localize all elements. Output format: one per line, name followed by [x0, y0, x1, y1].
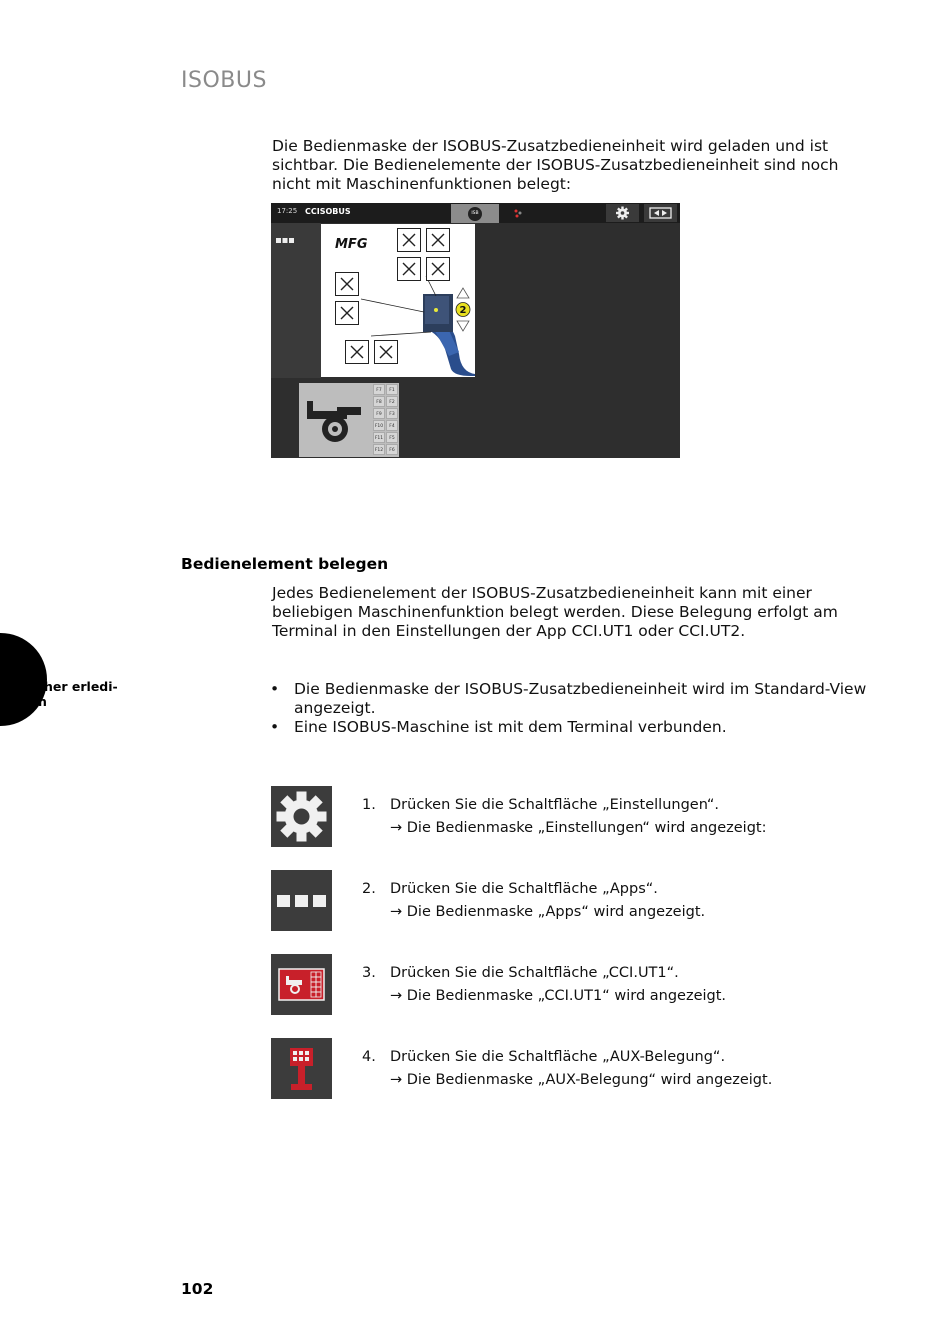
- unassigned-x-icon: [336, 273, 358, 295]
- unassigned-x-icon: [427, 229, 449, 251]
- aux-input-button[interactable]: [335, 272, 359, 296]
- result-arrow: →: [390, 904, 403, 920]
- bullet-dot: •: [270, 718, 280, 736]
- function-key[interactable]: F9: [373, 408, 385, 419]
- result-arrow: →: [390, 820, 403, 836]
- implement-icon: [299, 383, 374, 457]
- isb-icon: ISB: [468, 207, 482, 221]
- step-number: 1.: [362, 797, 376, 813]
- step-4: [362, 1048, 772, 1090]
- step-instruction: Drücken Sie die Schaltfläche „Apps“.: [390, 881, 658, 897]
- cci-ut1-icon: [271, 954, 332, 1015]
- aux-input-button[interactable]: [426, 228, 450, 252]
- apps-button-image: [271, 870, 332, 931]
- step-instruction: Drücken Sie die Schaltfläche „AUX-Belegung“.: [390, 1049, 726, 1065]
- step-result: Die Bedienmaske „Einstellungen“ wird angezeigt:: [406, 820, 767, 836]
- function-key-grid: [372, 383, 400, 458]
- step-result: Die Bedienmaske „CCI.UT1“ wird angezeigt.: [406, 988, 727, 1004]
- terminal-swap-button[interactable]: [644, 204, 677, 222]
- bullet-dot: •: [270, 680, 280, 698]
- unassigned-x-icon: [336, 302, 358, 324]
- terminal-screenshot: [271, 203, 680, 458]
- aux-input-button[interactable]: [335, 301, 359, 325]
- step-number: 4.: [362, 1049, 376, 1065]
- function-key[interactable]: F2: [386, 396, 398, 407]
- unassigned-x-icon: [346, 341, 368, 363]
- step-result: Die Bedienmaske „Apps“ wird angezeigt.: [406, 904, 706, 920]
- function-key[interactable]: F5: [386, 432, 398, 443]
- result-arrow: →: [390, 1072, 403, 1088]
- aux-mask-panel: [321, 224, 475, 377]
- status-dots-icon: [513, 208, 523, 218]
- function-key[interactable]: F10: [373, 420, 385, 431]
- section-heading: Bedienelement belegen: [181, 555, 389, 573]
- unassigned-x-icon: [427, 258, 449, 280]
- step-instruction: Drücken Sie die Schaltfläche „CCI.UT1“.: [390, 965, 679, 981]
- aux-input-button[interactable]: [345, 340, 369, 364]
- aux-assignment-icon: [271, 1038, 332, 1099]
- aux-input-button[interactable]: [374, 340, 398, 364]
- page-number: 102: [181, 1280, 214, 1298]
- margin-note: [32, 679, 118, 709]
- isb-button[interactable]: [451, 204, 499, 223]
- margin-note-line: her erledi-: [44, 679, 118, 694]
- section-paragraph: Jedes Bedienelement der ISOBUS-Zusatzbedieneinheit kann mit einer beliebigen Maschinenfunktion belegt werden. Diese Belegung erfolgt am Terminal in den Einstellungen der App CCI.UT1 oder CCI.UT2.: [272, 584, 838, 640]
- terminal-app-logo: CCISOBUS: [305, 207, 351, 216]
- settings-button-image: [271, 786, 332, 847]
- aux-input-button[interactable]: [397, 228, 421, 252]
- list-item: [270, 718, 870, 737]
- aux-assignment-button-image: [271, 1038, 332, 1099]
- terminal-top-bar: [271, 203, 680, 223]
- step-number: 2.: [362, 881, 376, 897]
- function-key[interactable]: F3: [386, 408, 398, 419]
- list-item: [270, 680, 870, 718]
- aux-input-button[interactable]: [426, 257, 450, 281]
- step-result: Die Bedienmaske „AUX-Belegung“ wird angezeigt.: [406, 1072, 773, 1088]
- step-1: [362, 796, 767, 838]
- gear-icon: [606, 204, 639, 222]
- function-key[interactable]: F6: [386, 444, 398, 455]
- page-header-title: ISOBUS: [181, 68, 267, 93]
- step-number: 3.: [362, 965, 376, 981]
- function-key[interactable]: F1: [386, 384, 398, 395]
- function-key[interactable]: F12: [373, 444, 385, 455]
- list-item-text: Die Bedienmaske der ISOBUS-Zusatzbedieneinheit wird im Standard-View angezeigt.: [294, 680, 867, 717]
- function-key[interactable]: F4: [386, 420, 398, 431]
- apps-icon[interactable]: [275, 237, 295, 245]
- cci-ut1-button-image: [271, 954, 332, 1015]
- terminal-left-column: [271, 223, 321, 378]
- step-3: [362, 964, 726, 1006]
- function-key[interactable]: F7: [373, 384, 385, 395]
- intro-paragraph: Die Bedienmaske der ISOBUS-Zusatzbedieneinheit wird geladen und ist sichtbar. Die Bedienelemente der ISOBUS-Zusatzbedieneinheit sind noch nicht mit Maschinenfunktionen belegt:: [272, 137, 839, 193]
- mask-title: MFG: [335, 237, 368, 252]
- aux-input-button[interactable]: [397, 257, 421, 281]
- result-arrow: →: [390, 988, 403, 1004]
- margin-note-line: n: [38, 694, 47, 709]
- unassigned-x-icon: [398, 258, 420, 280]
- apps-icon: [271, 870, 332, 931]
- list-item-text: Eine ISOBUS-Maschine ist mit dem Terminal verbunden.: [294, 718, 727, 736]
- swap-arrows-icon: [644, 204, 677, 222]
- terminal-settings-button[interactable]: [606, 204, 639, 222]
- gear-icon: [271, 786, 332, 847]
- function-badge: 2: [459, 305, 467, 316]
- function-key[interactable]: F8: [373, 396, 385, 407]
- function-key[interactable]: F11: [373, 432, 385, 443]
- step-instruction: Drücken Sie die Schaltfläche „Einstellungen“.: [390, 797, 719, 813]
- prerequisite-list: [270, 680, 870, 737]
- unassigned-x-icon: [398, 229, 420, 251]
- step-2: [362, 880, 705, 922]
- terminal-time: 17:25: [277, 207, 298, 215]
- unassigned-x-icon: [375, 341, 397, 363]
